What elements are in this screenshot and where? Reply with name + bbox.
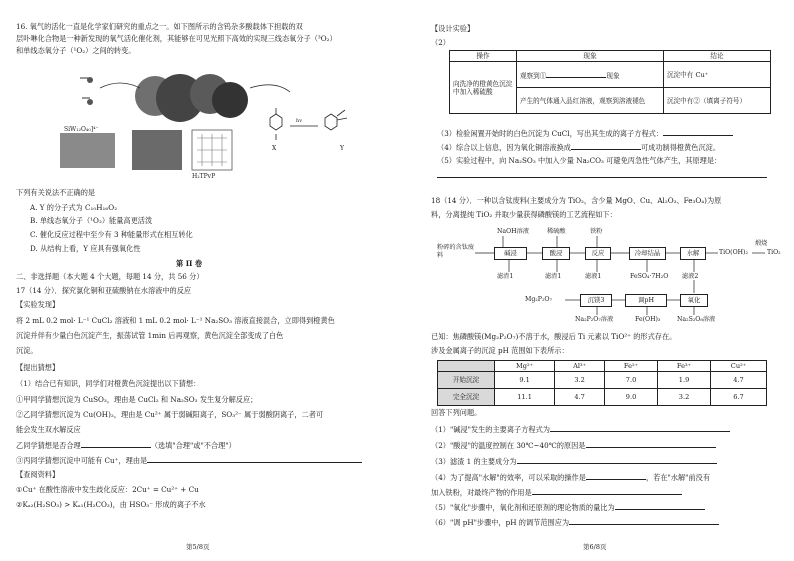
ph-table-corner: [438, 361, 495, 372]
q18-q6-blank[interactable]: [569, 517, 719, 525]
fig-label-x: X: [272, 145, 277, 152]
design-head: 【设计实验】: [431, 24, 475, 33]
table1-header-op: 操作: [450, 51, 517, 62]
fig-label-y: Y: [340, 145, 344, 152]
step-cool-crystal: 冷却结晶: [629, 247, 666, 260]
q18-q4: （4）为了提高"水解"的效率，可以采取的操作是 ，若在"水解"前没有: [431, 473, 711, 482]
q17-title: 17（14 分）．探究氯化铜和亚硫酸钠在水溶液中的反应: [16, 286, 192, 295]
q18-q1: （1）"碱浸"发生的主要离子方程式为: [431, 424, 730, 434]
ph-table-h-fe3: Fe³⁺: [658, 361, 711, 372]
q18-note1: 已知：焦磷酸镁(Mg₂P₂O₇)不溶于水，酸浸后 Ti 元素以 TiO²⁺ 的形式存在。: [431, 332, 677, 341]
step-acid-leach: 酸浸: [542, 247, 570, 260]
q17-hyp5-text: ③丙同学猜想沉淀中可能有 Cu⁺，理由是: [16, 456, 148, 465]
table1-op-cell: 向洗净的橙黄色沉淀中加入稀硫酸: [450, 62, 517, 114]
q18-q4b: 加入铁粉，对最终产物的作用是: [431, 487, 682, 497]
table1-conclusion-2: 沉淀中有②（填离子符号）: [664, 88, 771, 114]
ph-cell: 1.9: [658, 372, 711, 389]
right-page: [397, 0, 794, 561]
q17-ref-line1: ①Cu⁺ 在酸性溶液中发生歧化反应：2Cu⁺ = Cu²⁺ + Cu: [16, 485, 199, 494]
byproduct-feoh3: Fe(OH)₃: [635, 316, 661, 323]
step-alkali-leach: 碱浸: [494, 247, 527, 260]
step-oxidize: 氧化: [680, 294, 708, 307]
q17-hyp-line2: ②乙同学猜想沉淀为 Cu(OH)₂，理由是 Cu²⁺ 属于弱碱阳离子，SO₃²⁻ 属于弱酸阴离子，二者可: [16, 410, 324, 419]
step-hydrolysis: 水解: [680, 247, 706, 260]
q18-q4-blank-b[interactable]: [532, 487, 682, 495]
q18-q5: （5）"氧化"步骤中，氧化剂和还原剂的理论物质的量比为: [431, 502, 705, 512]
q18-q4-blank-a[interactable]: [586, 472, 646, 480]
right-page-number: 第6/8页: [583, 542, 607, 551]
reagent-na2p2o7: Na₂P₂O₇溶液: [575, 316, 614, 323]
q18-q2-blank[interactable]: [586, 440, 716, 448]
filtrate-1: 滤渣1: [497, 273, 514, 280]
product-tioh2: TiO(OH)₂: [719, 249, 748, 256]
q18-answer-prompt: 回答下列问题。: [431, 408, 482, 417]
q18-q5-blank[interactable]: [615, 502, 705, 510]
q18-q3-blank[interactable]: [517, 456, 717, 464]
ph-table-h-cu: Cu²⁺: [711, 361, 767, 372]
q18-q6: （6）"调 pH"步骤中，pH 的调节范围应为: [431, 517, 719, 527]
part2-label: （2）: [431, 38, 450, 47]
q16-option-d[interactable]: D. 从结构上看，Y 应具有强氧化性: [30, 244, 141, 253]
ph-cell: 11.1: [495, 389, 555, 406]
q17-hyp-line1: ①甲同学猜想沉淀为 CuSO₃，理由是 CuCl₂ 和 Na₂SO₃ 发生复分解反应；: [16, 395, 258, 404]
q17-hyp-line3: 能会发生双水解反应: [16, 425, 81, 434]
liquor-1: 滤液1: [585, 273, 602, 280]
q17-exp-line3: 沉淀。: [16, 346, 38, 355]
ph-row-complete-label: 完全沉淀: [438, 389, 495, 406]
q16-option-b[interactable]: B. 单线态氧分子（¹O₂）能量高更活泼: [30, 216, 153, 225]
q17-hyp-head: 【提出猜想】: [16, 363, 60, 372]
q17-ref-head: 【查阅资料】: [16, 470, 60, 479]
step-mg-precip: 沉镁3: [580, 294, 612, 307]
step-adjust-ph: 调pH: [625, 294, 667, 307]
q17-hyp4-text: 乙同学猜想是否合理: [16, 441, 81, 450]
volume-2-heading: 第 II 卷: [176, 259, 203, 268]
q16-stem-line3: 和单线态氧分子（¹O₂）之间的转变。: [16, 46, 136, 55]
q17-exp-line1: 将 2 mL 0.2 mol· L⁻¹ CuCl₂ 溶液和 1 mL 0.2 mol· L⁻¹ Na₂SO₃ 溶液直接混合，立即得到橙黄色: [16, 316, 335, 325]
q16-stem-line1: 16. 氧气的活化一直是化学家们研究的重点之一。如下图所示的含钨杂多酸载体下担载的双: [16, 22, 303, 31]
q17-hyp4-blank[interactable]: [81, 440, 151, 448]
q16-option-c[interactable]: C. 催化反应过程中至少有 3 种能量形式在相互转化: [30, 230, 193, 239]
q17-hyp5-blank[interactable]: [147, 455, 362, 463]
q18-q2: （2）"酸浸"的温度控制在 30℃~40℃的原因是: [431, 440, 716, 450]
ph-cell: 9.1: [495, 372, 555, 389]
left-page-number: 第5/8页: [186, 542, 210, 551]
q16-question: 下列有关说法不正确的是: [16, 188, 96, 197]
q17-hyp4-tail: （选填"合理"或"不合理"）: [150, 441, 236, 450]
raw-material: 粉碎的含钛废料: [437, 244, 475, 259]
liquor-2: 滤液2: [682, 273, 699, 280]
q17-3: （3）检验闲置开始时的白色沉淀为 CuCl，写出其生成的离子方程式：: [437, 128, 733, 138]
ph-cell: 4.7: [711, 372, 767, 389]
reagent-na2s2o8: Na₂S₂O₈溶液: [677, 316, 716, 323]
q17-hyp-line0: （1）结合已有知识，同学们对橙黄色沉淀提出以下猜想：: [16, 379, 201, 388]
residue-1: 滤渣1: [545, 273, 562, 280]
fig-label-h2tpyp: H₂TPyP: [192, 173, 216, 178]
table1-conclusion-1: 沉淀中有 Cu⁺: [664, 62, 771, 88]
q18-stem-line2: 料，分离提纯 TiO₂ 并取少量获得磷酸镁的工艺流程如下：: [431, 210, 617, 219]
ph-cell: 6.7: [711, 389, 767, 406]
product-mg2p2o7: Mg₂P₂O₇: [525, 296, 552, 303]
ph-cell: 4.7: [555, 389, 605, 406]
q16-stem-line2: 层卟啉化合物是一种新发现的氧气活化催化剂，其能够在可见光照下高效的实现三线态氧分子（³O₂）: [16, 34, 337, 43]
fig-label-siw: SiW₁₂O₄₀]⁴⁻: [64, 126, 99, 133]
q18-note2: 涉及金属离子的沉淀 pH 范围如下表所示：: [431, 346, 569, 355]
q18-stem-line1: 18（14 分）．一种以含钛废料(主要成分为 TiO₂，含少量 MgO、Cu、Al₂O₃、Fe₃O₄)为原: [431, 196, 722, 205]
table1-header-phenomenon: 现象: [517, 51, 664, 62]
ph-table-h-fe2: Fe²⁺: [605, 361, 658, 372]
ph-cell: 7.0: [605, 372, 658, 389]
ph-table-h-al: Al³⁺: [555, 361, 605, 372]
flow-arrows: [397, 0, 794, 340]
feso4-crystal: FeSO₄·7H₂O: [630, 273, 669, 280]
product-tio2: TiO₂: [767, 249, 781, 256]
reagent-fe: 铁粉: [590, 228, 603, 235]
reagent-naoh: NaOH溶液: [497, 228, 529, 235]
reagent-h2so4: 稀硫酸: [547, 228, 566, 235]
q17-exp-line2: 沉淀并伴有少量白色沉淀产生，振荡试管 1min 后再观察，黄色沉淀全部变成了白色: [16, 331, 284, 340]
ph-cell: 3.2: [658, 389, 711, 406]
q18-q1-blank[interactable]: [550, 424, 730, 432]
q16-catalyst-figure: [60, 58, 380, 178]
table1-phenomenon-2: 产生的气体通入品红溶液，观察到溶液褪色: [517, 88, 664, 114]
q17-exp-head: 【实验发现】: [16, 300, 60, 309]
ph-table-h-mg: Mg²⁺: [495, 361, 555, 372]
step-calcine: 煅烧: [755, 240, 768, 247]
section-2-heading: 二、非选择题（本大题 4 个大题，每题 14 分，共 56 分）: [16, 272, 204, 281]
ph-row-start-label: 开始沉淀: [438, 372, 495, 389]
ph-cell: 9.0: [605, 389, 658, 406]
q16-option-a[interactable]: A. Y 的分子式为 C₁₀H₁₆O₂: [30, 203, 118, 212]
q17-hyp-line4: [16, 440, 236, 450]
fig-label-hv: hv: [296, 118, 303, 124]
q17-hyp-line5: [16, 455, 362, 465]
step-react: 反应: [585, 247, 611, 260]
table1-header-conclusion: 结论: [664, 51, 771, 62]
table1-phenomenon-1: 观察到① 现象: [517, 62, 664, 88]
q17-4: （4）综合以上信息，因为氧化铜溶液换成 可成功制得橙黄色沉淀。: [437, 143, 721, 152]
ph-table: [437, 360, 767, 406]
ph-cell: 3.2: [555, 372, 605, 389]
q17-ref-line2: ②Kₐ₂(H₂SO₃) > Kₐ₁(H₂CO₃)，由 HSO₃⁻ 形成的离子不水: [16, 500, 206, 509]
q17-5: （5）实验过程中，向 Na₂SO₃ 中加入少量 Na₂CO₃ 可避免丙急性气体产生，其原理是：: [437, 156, 722, 165]
q18-q3: （3）滤渣 1 的主要成分为: [431, 456, 717, 466]
